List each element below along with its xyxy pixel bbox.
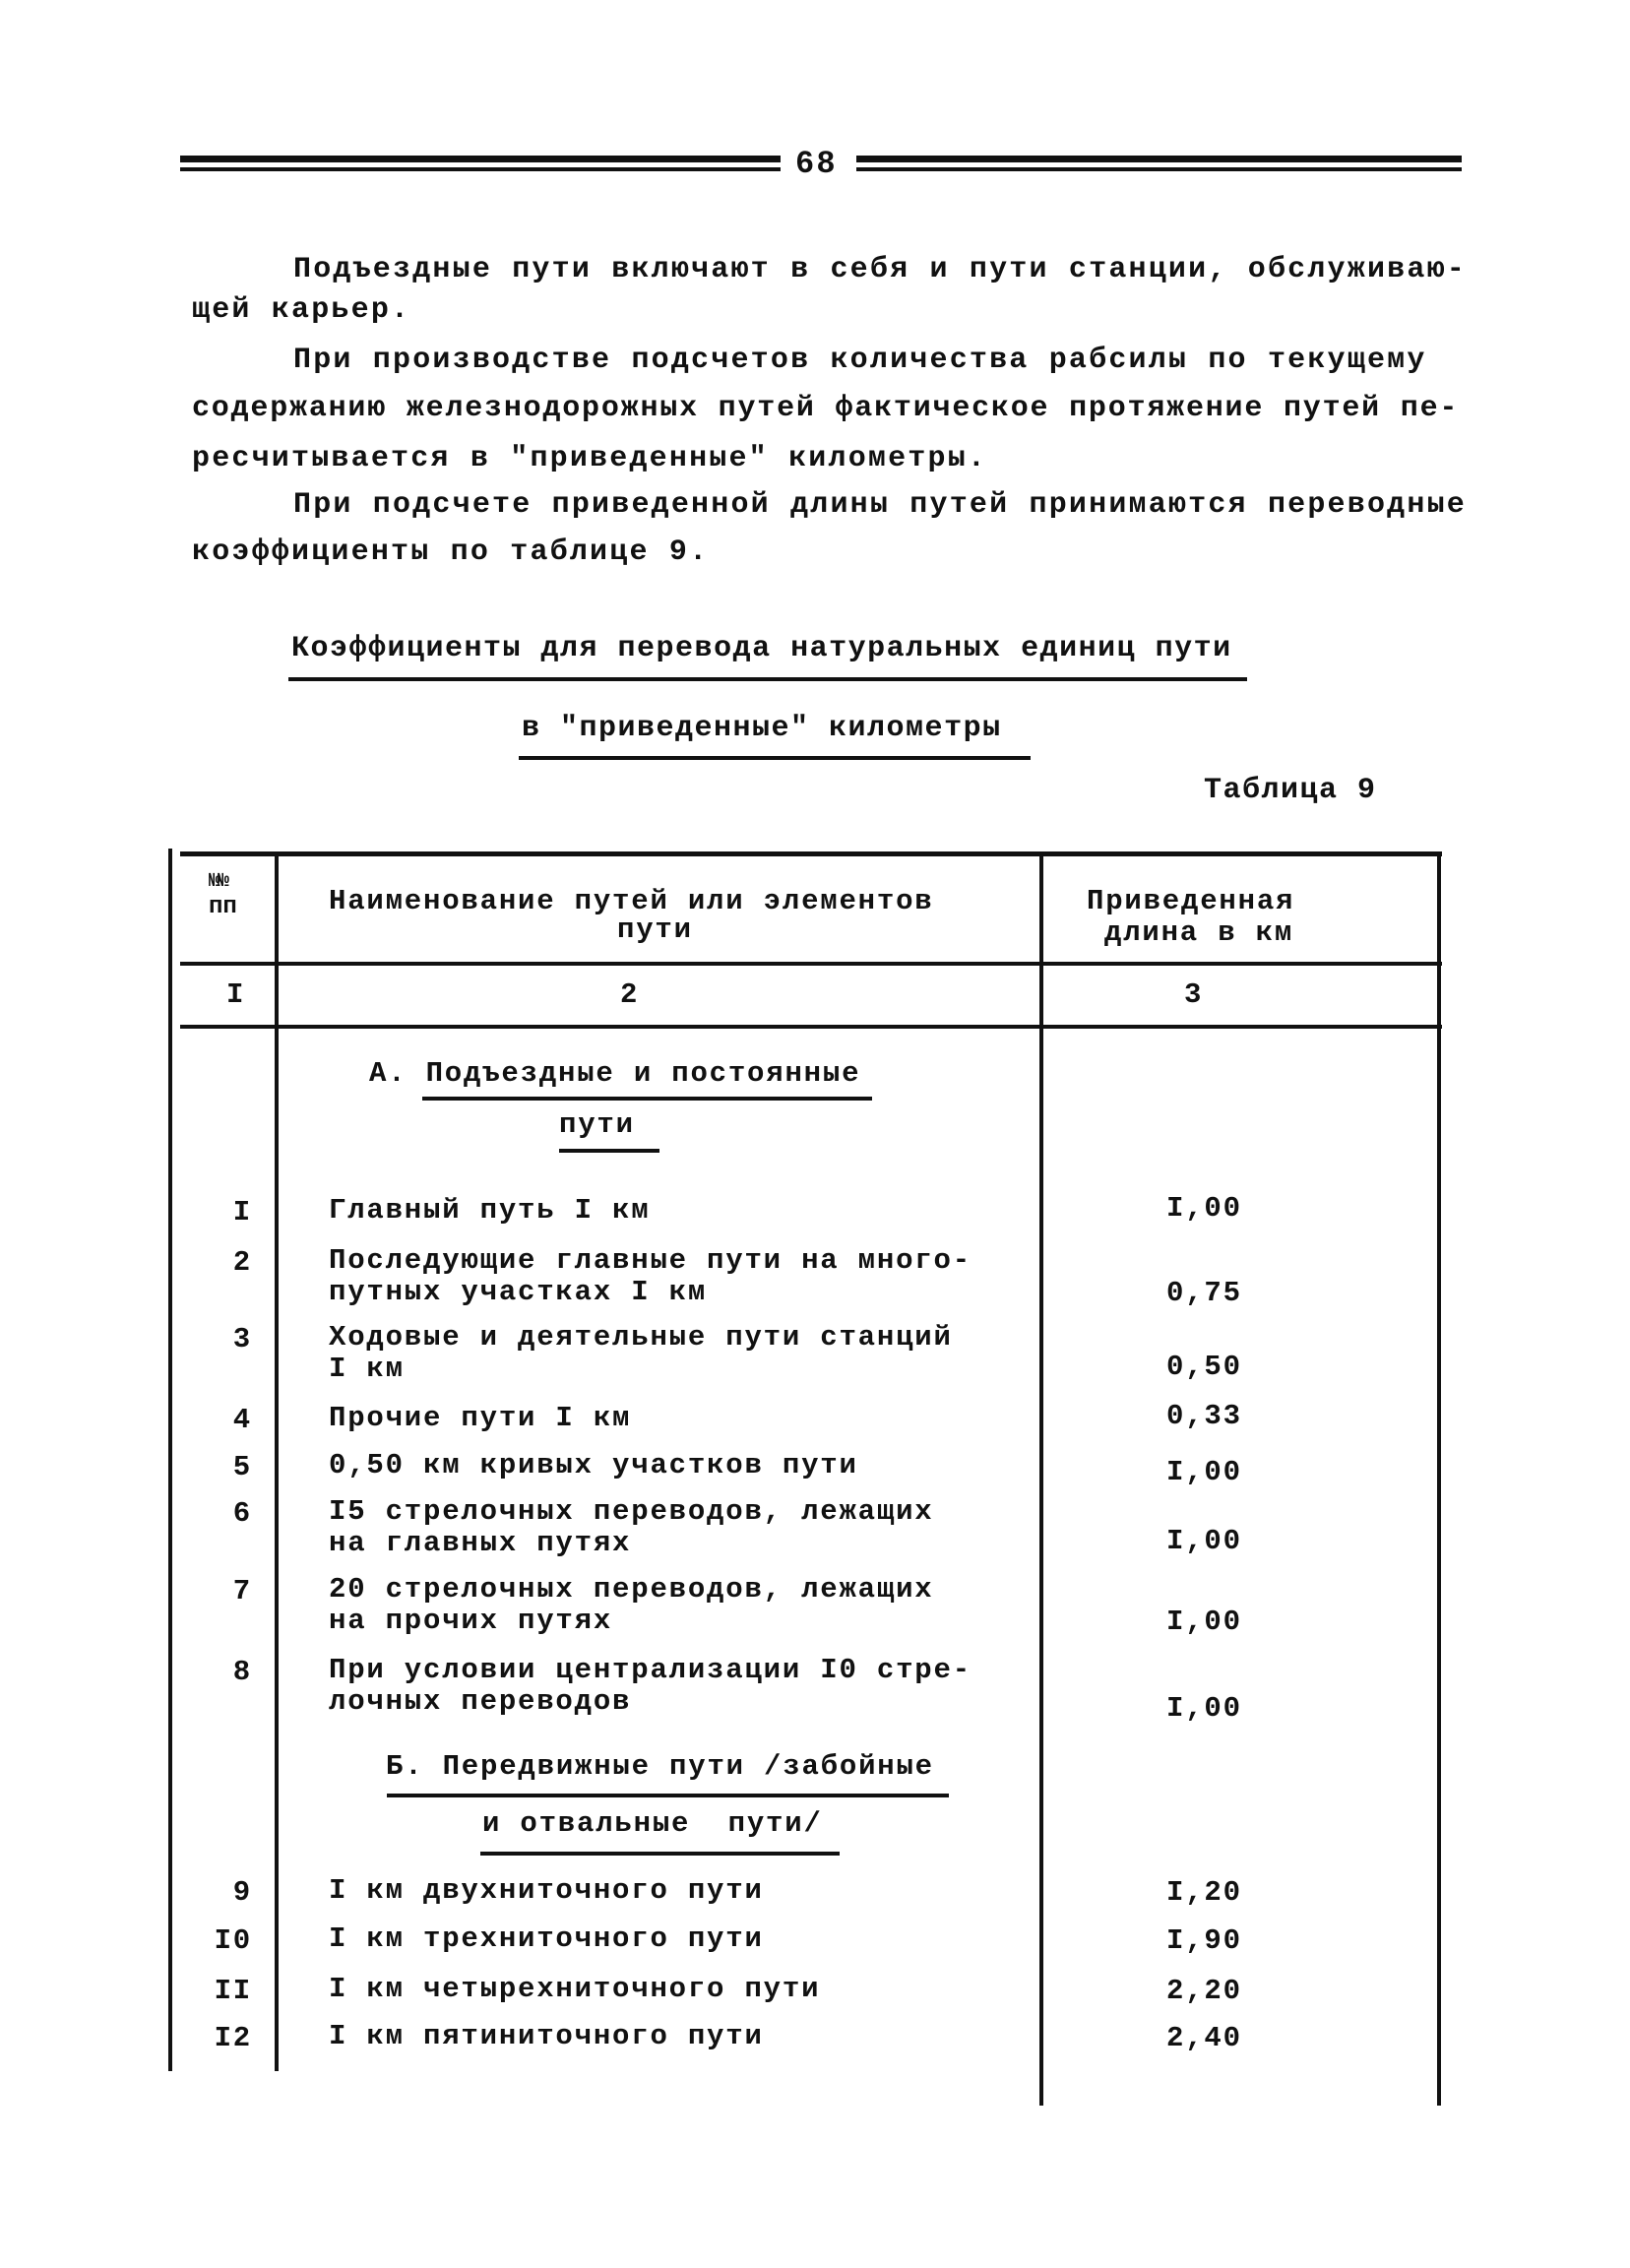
page-number: 68 xyxy=(795,146,838,182)
section-a-title-line-1: А. Подъездные и постоянные xyxy=(369,1057,861,1090)
header-rule-left xyxy=(180,156,781,162)
row-value: 0,33 xyxy=(1166,1400,1242,1432)
row-number: 4 xyxy=(232,1404,252,1436)
paragraph-line: коэффициенты по таблице 9. xyxy=(192,536,710,569)
row-name-line: I км трехниточного пути xyxy=(329,1922,764,1955)
paragraph-line: При подсчете приведенной длины путей принимаются переводные xyxy=(293,488,1467,522)
section-b-title-line-2: и отвальные пути/ xyxy=(482,1807,823,1840)
row-value: I,00 xyxy=(1166,1692,1242,1725)
row-value: 2,20 xyxy=(1166,1975,1242,2007)
header-row-divider xyxy=(180,962,1442,966)
row-number: 2 xyxy=(232,1246,252,1279)
row-value: 2,40 xyxy=(1166,2022,1242,2054)
row-number: I xyxy=(232,1196,252,1228)
paragraph-line: Подъездные пути включают в себя и пути станции, обслуживаю- xyxy=(293,253,1467,286)
row-number: 8 xyxy=(232,1656,252,1688)
table-title-line-1: Коэффициенты для перевода натуральных единиц пути xyxy=(291,632,1232,665)
column-number-1: I xyxy=(226,978,246,1011)
paragraph-line: При производстве подсчетов количества рабсилы по текущему xyxy=(293,344,1427,377)
section-b-underline-1 xyxy=(387,1794,949,1797)
section-b-title-line-1: Б. Передвижные пути /забойные xyxy=(386,1750,934,1783)
column-divider-1 xyxy=(275,853,279,2071)
row-value: I,00 xyxy=(1166,1606,1242,1638)
row-value: I,00 xyxy=(1166,1525,1242,1557)
table-title-underline-2 xyxy=(519,756,1031,760)
column-number-3: 3 xyxy=(1184,978,1204,1011)
row-name-line: Прочие пути I км xyxy=(329,1402,632,1434)
header-col3-line-1: Приведенная xyxy=(1087,885,1295,917)
row-name-line: I км четырехниточного пути xyxy=(329,1973,821,2005)
row-name-line: I км двухниточного пути xyxy=(329,1874,764,1907)
table-left-border xyxy=(168,849,172,2071)
row-name-line: I км xyxy=(329,1353,405,1385)
row-name-line: Последующие главные пути на много- xyxy=(329,1244,972,1277)
row-value: 0,50 xyxy=(1166,1351,1242,1383)
header-col1-line-1: №№ xyxy=(209,870,227,893)
paragraph-line: ресчитывается в "приведенные" километры. xyxy=(192,442,988,475)
row-number: 9 xyxy=(232,1876,252,1909)
number-row-divider xyxy=(180,1025,1442,1029)
row-name-line: 0,50 км кривых участков пути xyxy=(329,1449,858,1481)
row-number: 5 xyxy=(232,1451,252,1483)
section-b-underline-2 xyxy=(480,1852,840,1856)
table-title-underline-1 xyxy=(288,677,1247,681)
column-divider-2 xyxy=(1039,853,1043,2106)
header-col3-line-2: длина в км xyxy=(1104,916,1294,949)
table-top-border xyxy=(180,851,1442,856)
row-name-line: Главный путь I км xyxy=(329,1194,651,1227)
header-col2-line-1: Наименование путей или элементов xyxy=(329,885,934,917)
table-right-border xyxy=(1437,853,1441,2106)
row-name-line: I5 стрелочных переводов, лежащих xyxy=(329,1495,934,1528)
row-name-line: Ходовые и деятельные пути станций xyxy=(329,1321,953,1354)
section-a-underline-2 xyxy=(559,1149,659,1153)
paragraph-line: щей карьер. xyxy=(192,293,411,327)
column-number-2: 2 xyxy=(620,978,640,1011)
row-name-line: При условии централизации I0 стре- xyxy=(329,1654,972,1686)
row-name-line: на прочих путях xyxy=(329,1605,613,1637)
row-value: I,90 xyxy=(1166,1924,1242,1957)
row-number: 6 xyxy=(232,1497,252,1530)
row-number: 3 xyxy=(232,1323,252,1355)
row-name-line: 20 стрелочных переводов, лежащих xyxy=(329,1573,934,1606)
row-number: II xyxy=(214,1975,252,2007)
row-value: I,00 xyxy=(1166,1456,1242,1488)
section-a-title-line-2: пути xyxy=(559,1108,635,1141)
row-name-line: путных участках I км xyxy=(329,1276,708,1308)
header-rule-right-thin xyxy=(856,167,1462,171)
row-number: I0 xyxy=(214,1924,252,1957)
header-col1-line-2: пп xyxy=(209,894,237,920)
header-col2-line-2: пути xyxy=(617,914,693,946)
row-name-line: I км пятиниточного пути xyxy=(329,2020,764,2052)
row-value: 0,75 xyxy=(1166,1277,1242,1309)
row-name-line: лочных переводов xyxy=(329,1685,632,1718)
header-rule-left-thin xyxy=(180,167,781,171)
row-number: 7 xyxy=(232,1575,252,1607)
row-value: I,20 xyxy=(1166,1876,1242,1909)
paragraph-line: содержанию железнодорожных путей фактическое протяжение путей пе- xyxy=(192,392,1460,425)
table-label: Таблица 9 xyxy=(1204,774,1377,807)
row-name-line: на главных путях xyxy=(329,1527,632,1559)
table-title-line-2: в "приведенные" километры xyxy=(522,712,1002,745)
section-a-underline-1 xyxy=(422,1097,872,1101)
row-value: I,00 xyxy=(1166,1192,1242,1225)
row-number: I2 xyxy=(214,2022,252,2054)
header-rule-right xyxy=(856,156,1462,162)
